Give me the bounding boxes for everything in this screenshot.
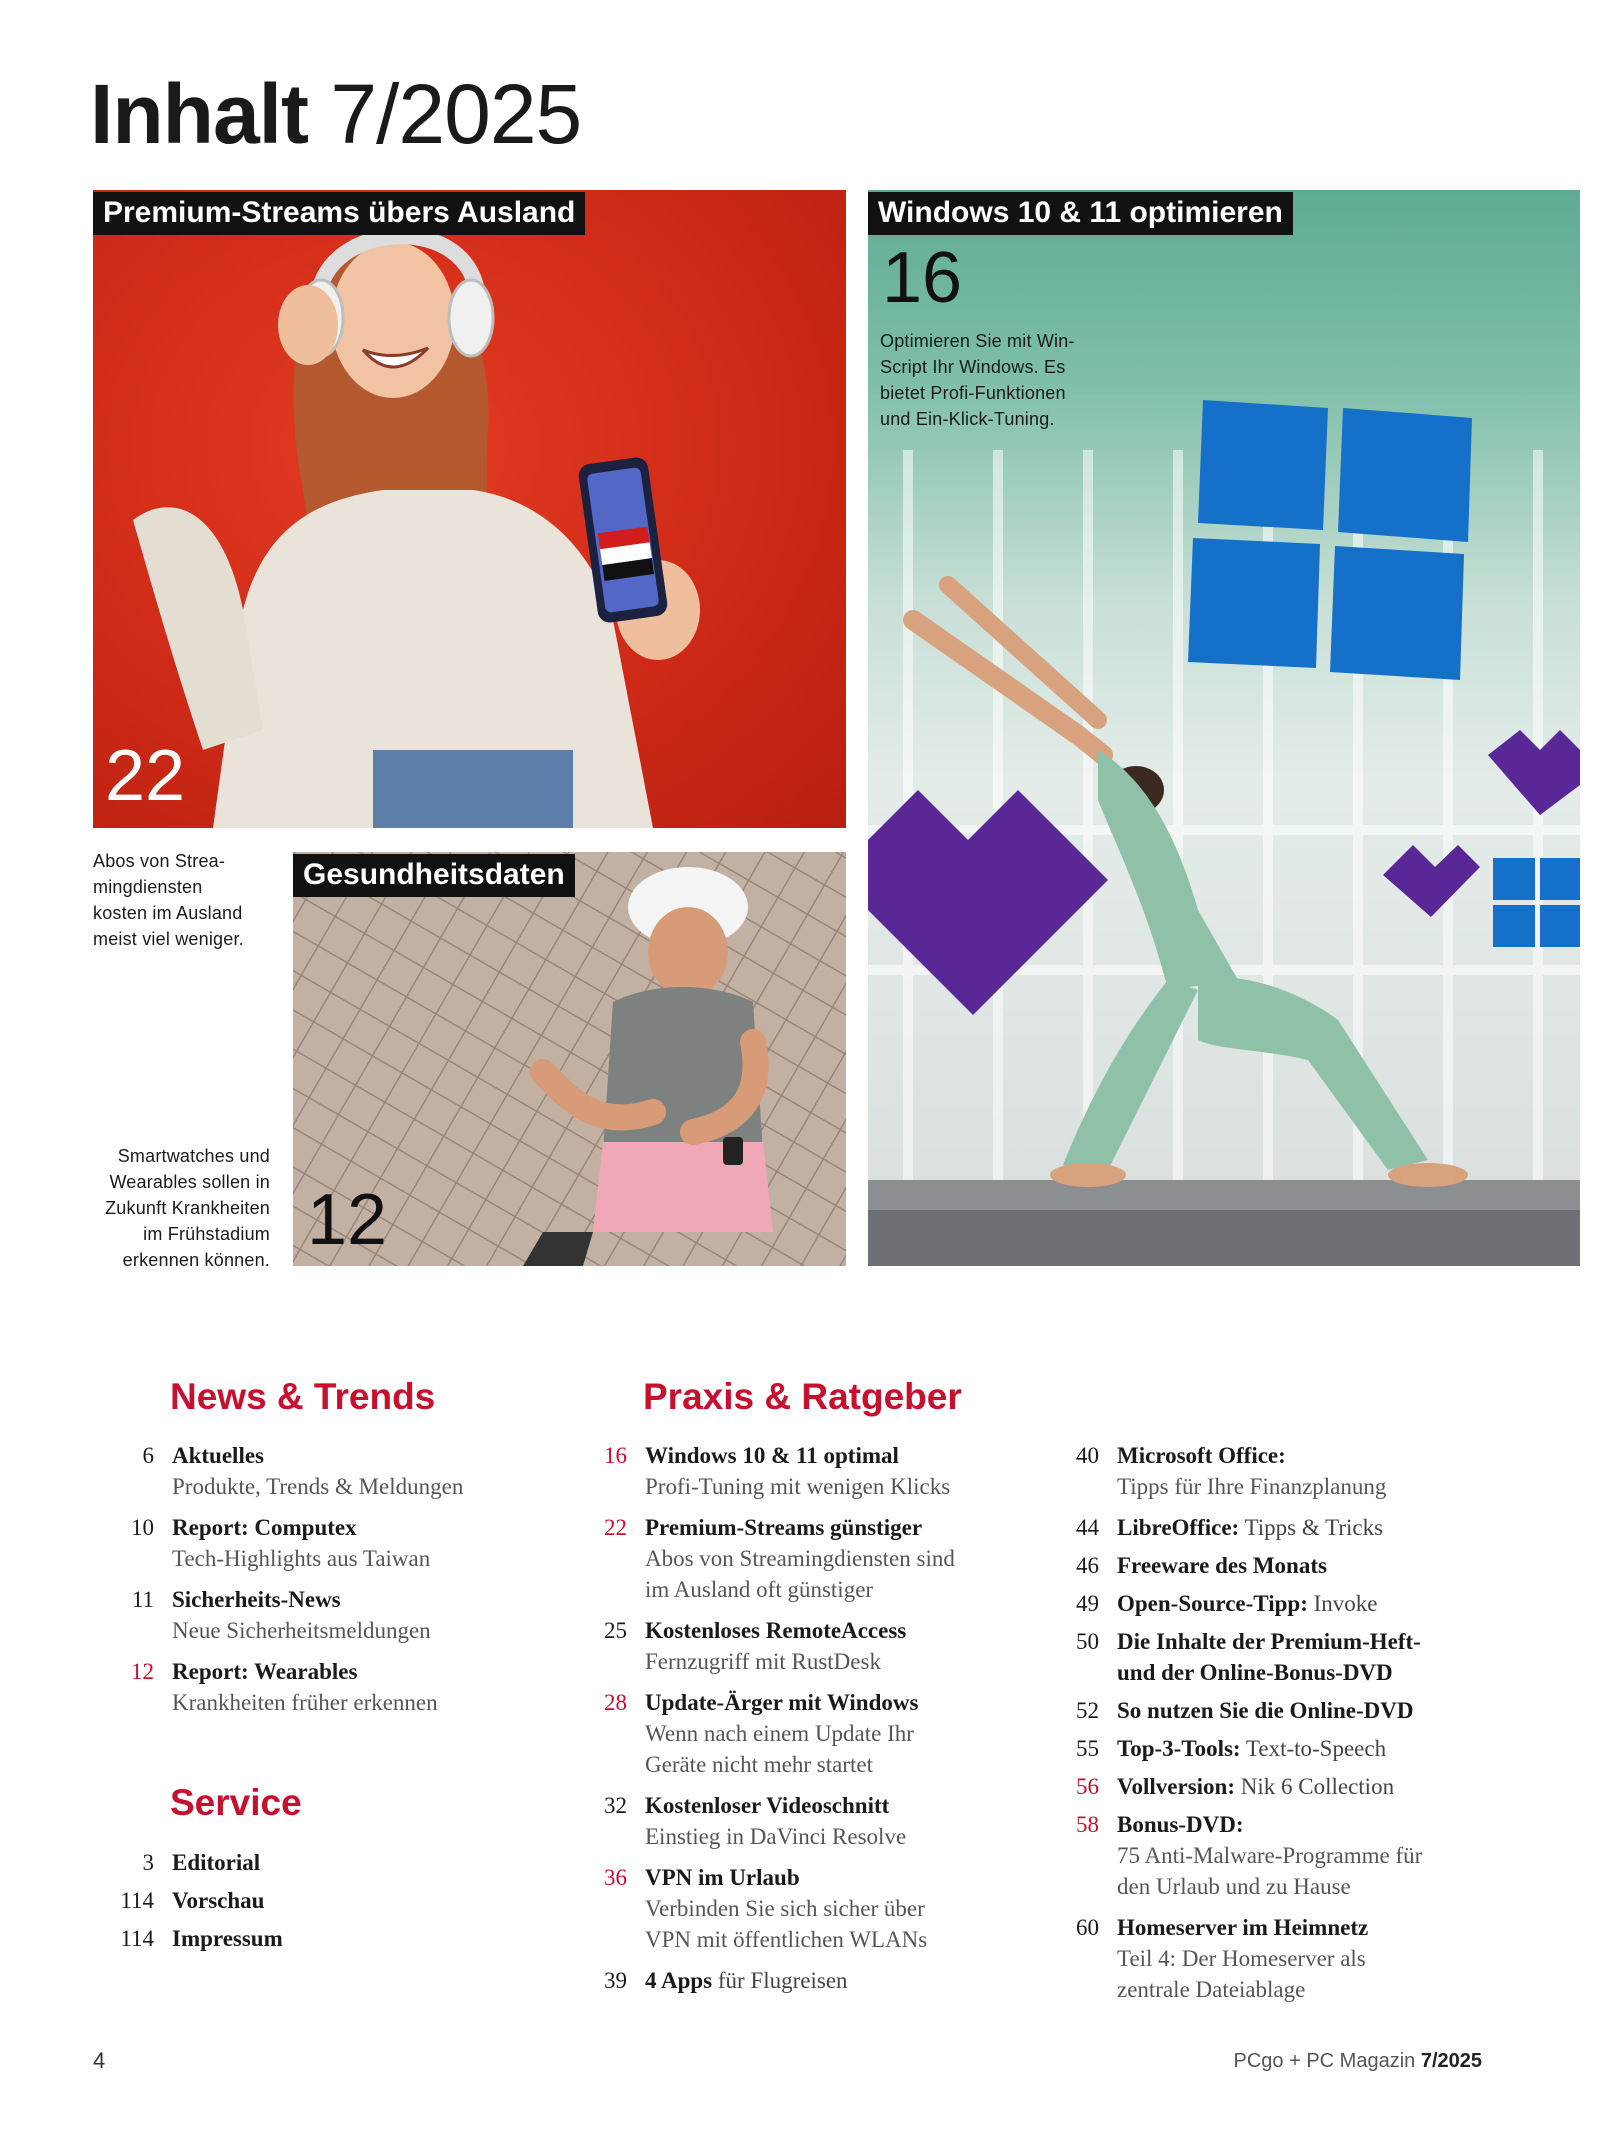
toc-entry[interactable]: 44 LibreOffice: Tipps & Tricks: [1076, 1515, 1384, 1540]
toc-entry[interactable]: 60 Homeserver im Heimnetz Teil 4: Der Homeserver als zentrale Dateiablage: [1076, 1915, 1369, 2002]
toc-entry[interactable]: 12 Report: Wearables Krankheiten früher erkennen: [131, 1659, 438, 1715]
toc-entry[interactable]: 58 Bonus-DVD: 75 Anti-Malware-Programme für den Urlaub und zu Hause: [1076, 1812, 1423, 1899]
health-tag: Gesundheitsdaten: [293, 854, 575, 897]
windows-caption: Optimieren Sie mit Win- Script Ihr Windows. Es bietet Profi-Funktionen und Ein-Klick-Tuning.: [880, 331, 1075, 429]
toc-entry[interactable]: 114 Impressum: [120, 1926, 283, 1951]
toc-entry[interactable]: 36 VPN im Urlaub Verbinden Sie sich sicher über VPN mit öffentlichen WLANs: [604, 1865, 928, 1952]
stream-feature-image[interactable]: [93, 190, 846, 828]
toc-entry[interactable]: 40 Microsoft Office: Tipps für Ihre Finanzplanung: [1076, 1443, 1387, 1499]
section-heading-news: News & Trends: [170, 1376, 436, 1417]
stream-tag: Premium-Streams übers Ausland: [93, 192, 585, 235]
windows-tag: Windows 10 & 11 optimieren: [868, 192, 1293, 235]
toc-entry[interactable]: 22 Premium-Streams günstiger Abos von Streamingdiensten sind im Ausland oft günstiger: [604, 1515, 955, 1602]
toc-entry[interactable]: 52 So nutzen Sie die Online-DVD: [1076, 1698, 1414, 1723]
health-page-number: 12: [307, 1180, 388, 1260]
stream-caption: Abos von Strea- mingdiensten kosten im Ausland meist viel weniger.: [93, 851, 244, 949]
toc-entry[interactable]: 32 Kostenloser Videoschnitt Einstieg in DaVinci Resolve: [604, 1793, 907, 1849]
toc-entry[interactable]: 16 Windows 10 & 11 optimal Profi-Tuning mit wenigen Klicks: [604, 1443, 951, 1499]
windows-page-number: 16: [882, 238, 963, 318]
toc-entry[interactable]: 56 Vollversion: Nik 6 Collection: [1076, 1774, 1395, 1799]
footer-page-number: 4: [93, 2048, 106, 2073]
toc-entry[interactable]: 46 Freeware des Monats: [1076, 1553, 1327, 1578]
section-heading-praxis: Praxis & Ratgeber: [643, 1376, 962, 1417]
stream-page-number: 22: [105, 736, 186, 816]
health-feature-image[interactable]: [293, 852, 846, 1266]
toc-entry[interactable]: 39 4 Apps für Flugreisen: [604, 1968, 848, 1993]
toc-entry[interactable]: 6 Aktuelles Produkte, Trends & Meldungen: [142, 1443, 464, 1499]
section-heading-service: Service: [170, 1782, 302, 1823]
toc-service: [120, 1847, 472, 1964]
toc-entry[interactable]: 49 Open-Source-Tipp: Invoke: [1076, 1591, 1378, 1616]
toc-entry[interactable]: 55 Top-3-Tools: Text-to-Speech: [1076, 1736, 1387, 1761]
toc-entry[interactable]: 28 Update-Ärger mit Windows Wenn nach einem Update Ihr Geräte nicht mehr startet: [604, 1690, 919, 1777]
health-caption: Smartwatches und Wearables sollen in Zukunft Krankheiten im Frühstadium erkennen können.: [105, 1146, 270, 1270]
woman-headphones-illustration: [93, 190, 846, 828]
title-issue: 7/2025: [330, 67, 582, 161]
toc-entry[interactable]: 11 Sicherheits-News Neue Sicherheitsmeldungen: [131, 1587, 431, 1643]
windows-feature-image[interactable]: [868, 190, 1580, 1266]
toc-entry[interactable]: 25 Kostenloses RemoteAccess Fernzugriff mit RustDesk: [604, 1618, 907, 1674]
toc-entry[interactable]: 50 Die Inhalte der Premium-Heft- und der Online-Bonus-DVD: [1076, 1629, 1421, 1685]
toc-entry[interactable]: 114 Vorschau: [120, 1888, 265, 1913]
toc-entry[interactable]: 3 Editorial: [142, 1850, 261, 1875]
toc-column-3: [1076, 1440, 1517, 2015]
toc-entry[interactable]: 10 Report: Computex Tech-Highlights aus Taiwan: [131, 1515, 431, 1571]
toc-news: [131, 1440, 572, 1728]
footer-magazine: PCgo + PC Magazin 7/2025: [1233, 2050, 1482, 2072]
toc-praxis: [604, 1440, 1025, 2006]
title-main: Inhalt: [90, 67, 308, 161]
page-title: [90, 67, 582, 161]
